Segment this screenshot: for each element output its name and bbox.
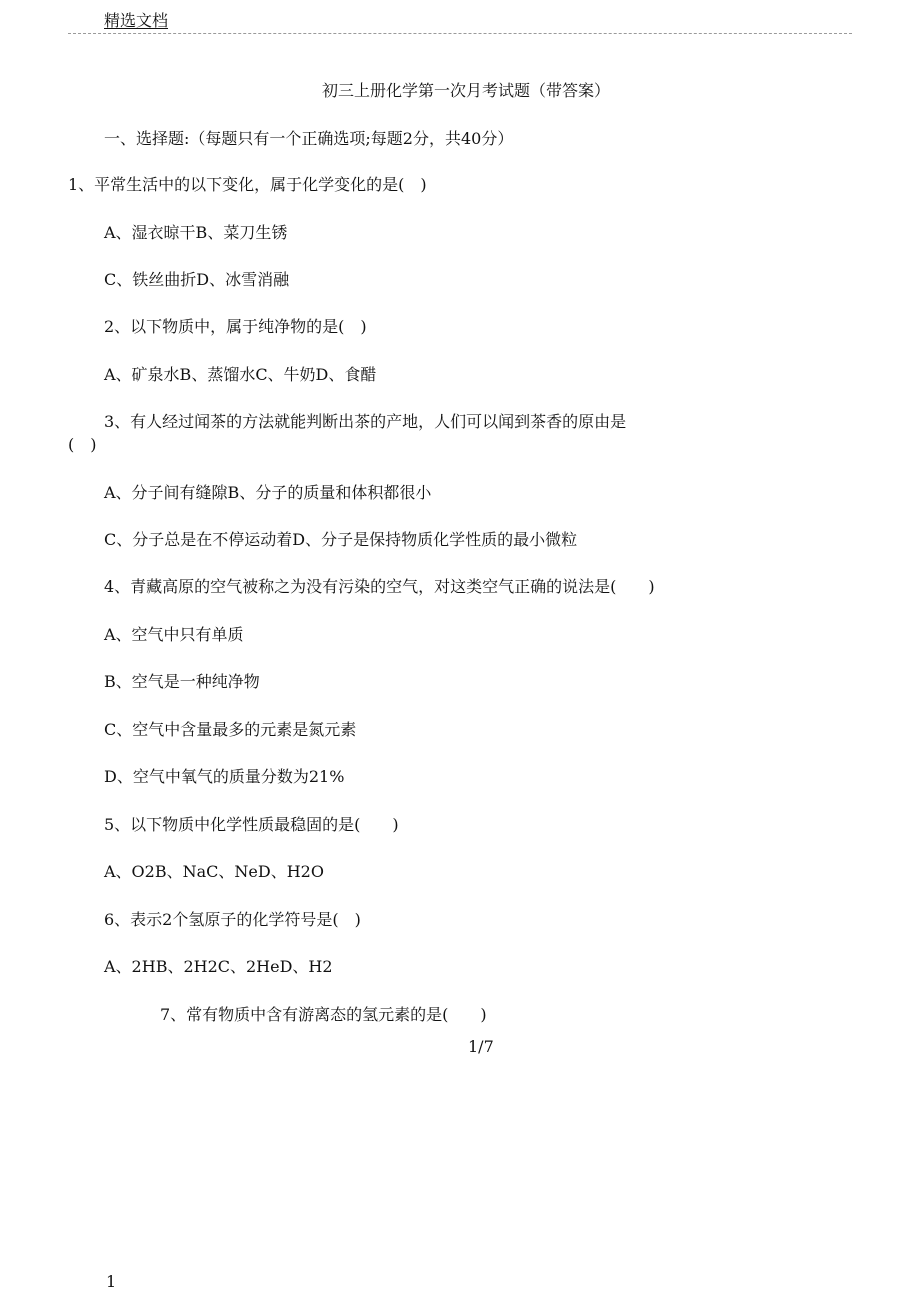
question-3: 3、有人经过闻茶的方法就能判断出茶的产地，人们可以闻到茶香的原由是 <box>104 412 627 431</box>
question-4-option-a: A、空气中只有单质 <box>104 625 244 644</box>
question-1-options-cd: C、铁丝曲折D、冰雪消融 <box>104 270 290 289</box>
header-divider <box>68 33 852 34</box>
question-1: 1、平常生活中的以下变化，属于化学变化的是( ) <box>68 175 427 194</box>
question-1-options-ab: A、湿衣晾干B、菜刀生锈 <box>104 223 288 242</box>
question-2: 2、以下物质中，属于纯净物的是( ) <box>104 317 367 336</box>
question-4-option-b: B、空气是一种纯净物 <box>104 672 260 691</box>
section-heading: 一、选择题:（每题只有一个正确选项;每题2分，共40分） <box>104 129 514 148</box>
question-5-options: A、O2B、NaC、NeD、H2O <box>104 862 324 881</box>
question-2-options: A、矿泉水B、蒸馏水C、牛奶D、食醋 <box>104 365 377 384</box>
page-number: 1/7 <box>468 1037 494 1056</box>
page-title: 初三上册化学第一次月考试题（带答案） <box>322 81 611 100</box>
question-3-blank: ( ) <box>68 435 97 454</box>
question-4-option-d: D、空气中氧气的质量分数为21% <box>104 767 345 786</box>
page-corner-number: 1 <box>106 1272 117 1291</box>
question-4-option-c: C、空气中含量最多的元素是氮元素 <box>104 720 357 739</box>
question-6: 6、表示2个氢原子的化学符号是( ) <box>104 910 361 929</box>
question-4: 4、青藏高原的空气被称之为没有污染的空气，对这类空气正确的说法是( ) <box>104 577 655 596</box>
question-3-options-cd: C、分子总是在不停运动着D、分子是保持物质化学性质的最小微粒 <box>104 530 578 549</box>
question-3-options-ab: A、分子间有缝隙B、分子的质量和体积都很小 <box>104 483 432 502</box>
question-6-options: A、2HB、2H2C、2HeD、H2 <box>104 957 333 976</box>
question-7: 7、常有物质中含有游离态的氢元素的是( ) <box>160 1005 487 1024</box>
header-label: 精选文档 <box>104 11 169 30</box>
question-5: 5、以下物质中化学性质最稳固的是( ) <box>104 815 399 834</box>
